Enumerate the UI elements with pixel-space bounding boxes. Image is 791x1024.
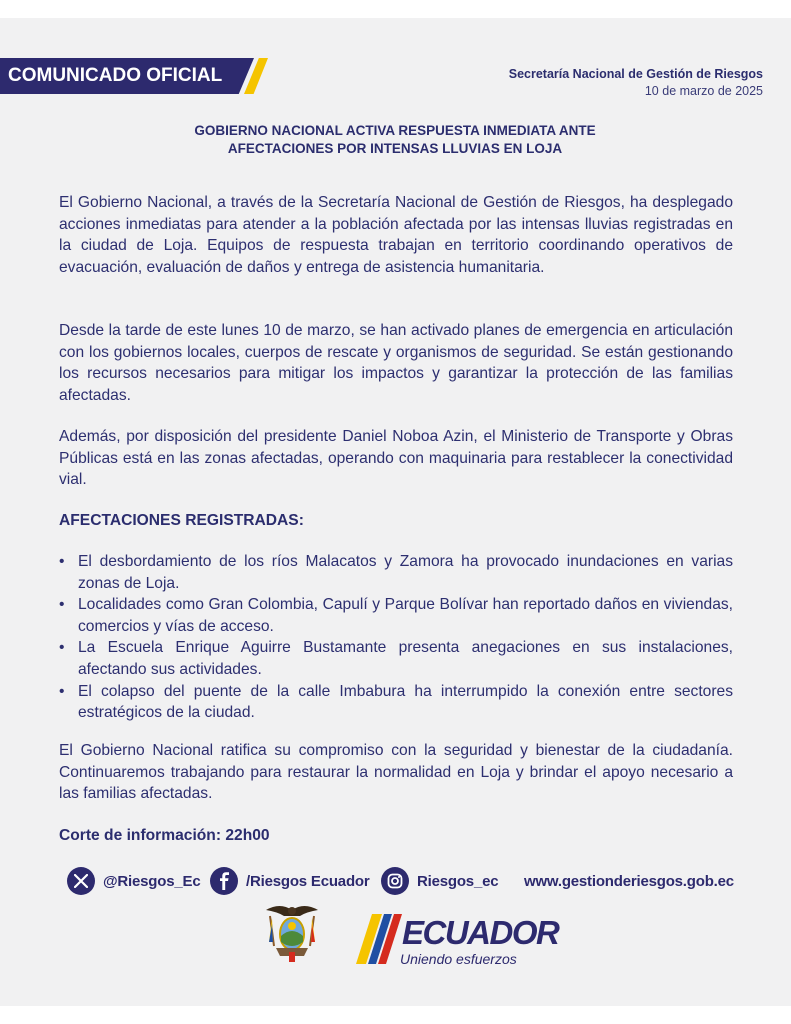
paragraph-3-block <box>59 426 733 491</box>
instagram-link[interactable] <box>381 866 498 896</box>
issuer-block <box>509 66 763 100</box>
website-url: www.gestionderiesgos.gob.ec <box>524 872 734 890</box>
official-statement-banner <box>0 58 268 94</box>
paragraph-2-block <box>59 320 733 406</box>
x-link[interactable] <box>67 866 200 896</box>
closing-paragraph: El Gobierno Nacional ratifica su compromiso con la seguridad y bienestar de la ciudadanía. Continuaremos trabajando para restaurar la normalidad en Loja y brindar el apoyo necesario a las familias afectadas. <box>59 742 733 803</box>
list-item: • El colapso del puente de la calle Imbabura ha interrumpido la conexión entre sectores estratégicos de la ciudad. <box>59 681 733 724</box>
paragraph: El Gobierno Nacional, a través de la Secretaría Nacional de Gestión de Riesgos, ha desplegado acciones inmediatas para atender a la población afectada por las intensas lluvias registradas en la ciudad de Loja. Equipos de respuesta trabajan en territorio coordinando operativos de evacuación, evaluación de daños y entrega de asistencia humanitaria. <box>59 194 733 276</box>
list-item: • El desbordamiento de los ríos Malacatos y Zamora ha provocado inundaciones en varias zonas de Loja. <box>59 551 733 594</box>
information-cutoff: Corte de información: 22h00 <box>59 827 270 844</box>
headline-line-2: AFECTACIONES POR INTENSAS LLUVIAS EN LOJA <box>227 141 563 156</box>
instagram-icon <box>381 867 409 895</box>
paragraph: Desde la tarde de este lunes 10 de marzo, se han activado planes de emergencia en articulación con los gobiernos locales, cuerpos de rescate y organismos de seguridad. Se están gestionando los recursos necesarios para mitigar los impactos y garantizar la protección de las familias afectadas. <box>59 322 733 404</box>
closing-block <box>59 740 733 805</box>
impacts-list <box>59 551 733 724</box>
website-link[interactable] <box>524 866 734 896</box>
flag-stripes-icon <box>354 914 404 970</box>
x-handle: @Riesgos_Ec <box>103 872 201 890</box>
x-icon <box>67 867 95 895</box>
issue-date: 10 de marzo de 2025 <box>644 84 763 98</box>
headline <box>100 122 690 158</box>
facebook-handle: /Riesgos Ecuador <box>246 872 370 890</box>
instagram-handle: Riesgos_ec <box>417 872 499 890</box>
coat-of-arms-icon <box>262 902 322 966</box>
issuer-organization: Secretaría Nacional de Gestión de Riesgos <box>508 67 763 81</box>
facebook-icon <box>210 867 238 895</box>
facebook-link[interactable] <box>210 866 370 896</box>
banner-label: COMUNICADO OFICIAL <box>8 65 223 86</box>
list-item: • La Escuela Enrique Aguirre Bustamante presenta anegaciones en sus instalaciones, afectando sus actividades. <box>59 637 733 680</box>
social-links <box>67 866 747 896</box>
list-item: • Localidades como Gran Colombia, Capulí y Parque Bolívar han reportado daños en viviendas, comercios y vías de acceso. <box>59 594 733 637</box>
paragraph-1-block <box>59 192 733 278</box>
brand-tagline: Uniendo esfuerzos <box>400 951 517 967</box>
brand-name: ECUADOR <box>402 914 559 951</box>
ecuador-brand-logo <box>354 914 559 970</box>
paragraph: Además, por disposición del presidente Daniel Noboa Azin, el Ministerio de Transporte y Obras Públicas está en las zonas afectadas, operando con maquinaria para restablecer la conectividad vial. <box>59 428 733 489</box>
headline-line-1: GOBIERNO NACIONAL ACTIVA RESPUESTA INMEDIATA ANTE <box>194 123 596 138</box>
section-title: AFECTACIONES REGISTRADAS: <box>59 512 304 529</box>
